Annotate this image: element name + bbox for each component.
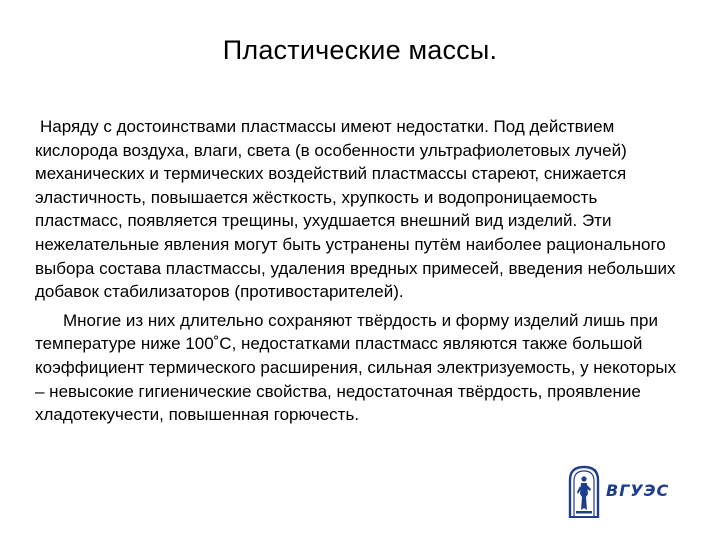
- paragraph-2: Многие из них длительно сохраняют твёрдость и форму изделий лишь при температуре ниже 100˚С, недостатками пластмасс являются также большой коэффициент термического расширения, сильная электризуемость, у некоторых – невысокие гигиенические свойства, недостаточная твёрдость, проявление хладотекучести, повышенная горючесть.: [35, 310, 677, 425]
- paragraph-1: Наряду с достоинствами пластмассы имеют недостатки. Под действием кислорода воздуха, влаги, света (в особенности ультрафиолетовых лучей) механических и термических воздействий пластмассы стареют, снижается эластичность, повышается жёсткость, хрупкость и водопроницаемость пластмасс, появляется трещины, ухудшается внешний вид изделий. Эти нежелательные явления могут быть устранены путём наиболее рационального выбора состава пластмассы, удаления вредных примесей, введения небольших добавок стабилизаторов (противостарителей).: [35, 117, 676, 302]
- slide-body: [35, 115, 687, 427]
- slide-title: Пластические массы.: [222, 35, 498, 65]
- university-logo: [560, 462, 680, 522]
- emblem-icon: [566, 464, 602, 520]
- logo-text: ВГУЭС: [606, 481, 670, 500]
